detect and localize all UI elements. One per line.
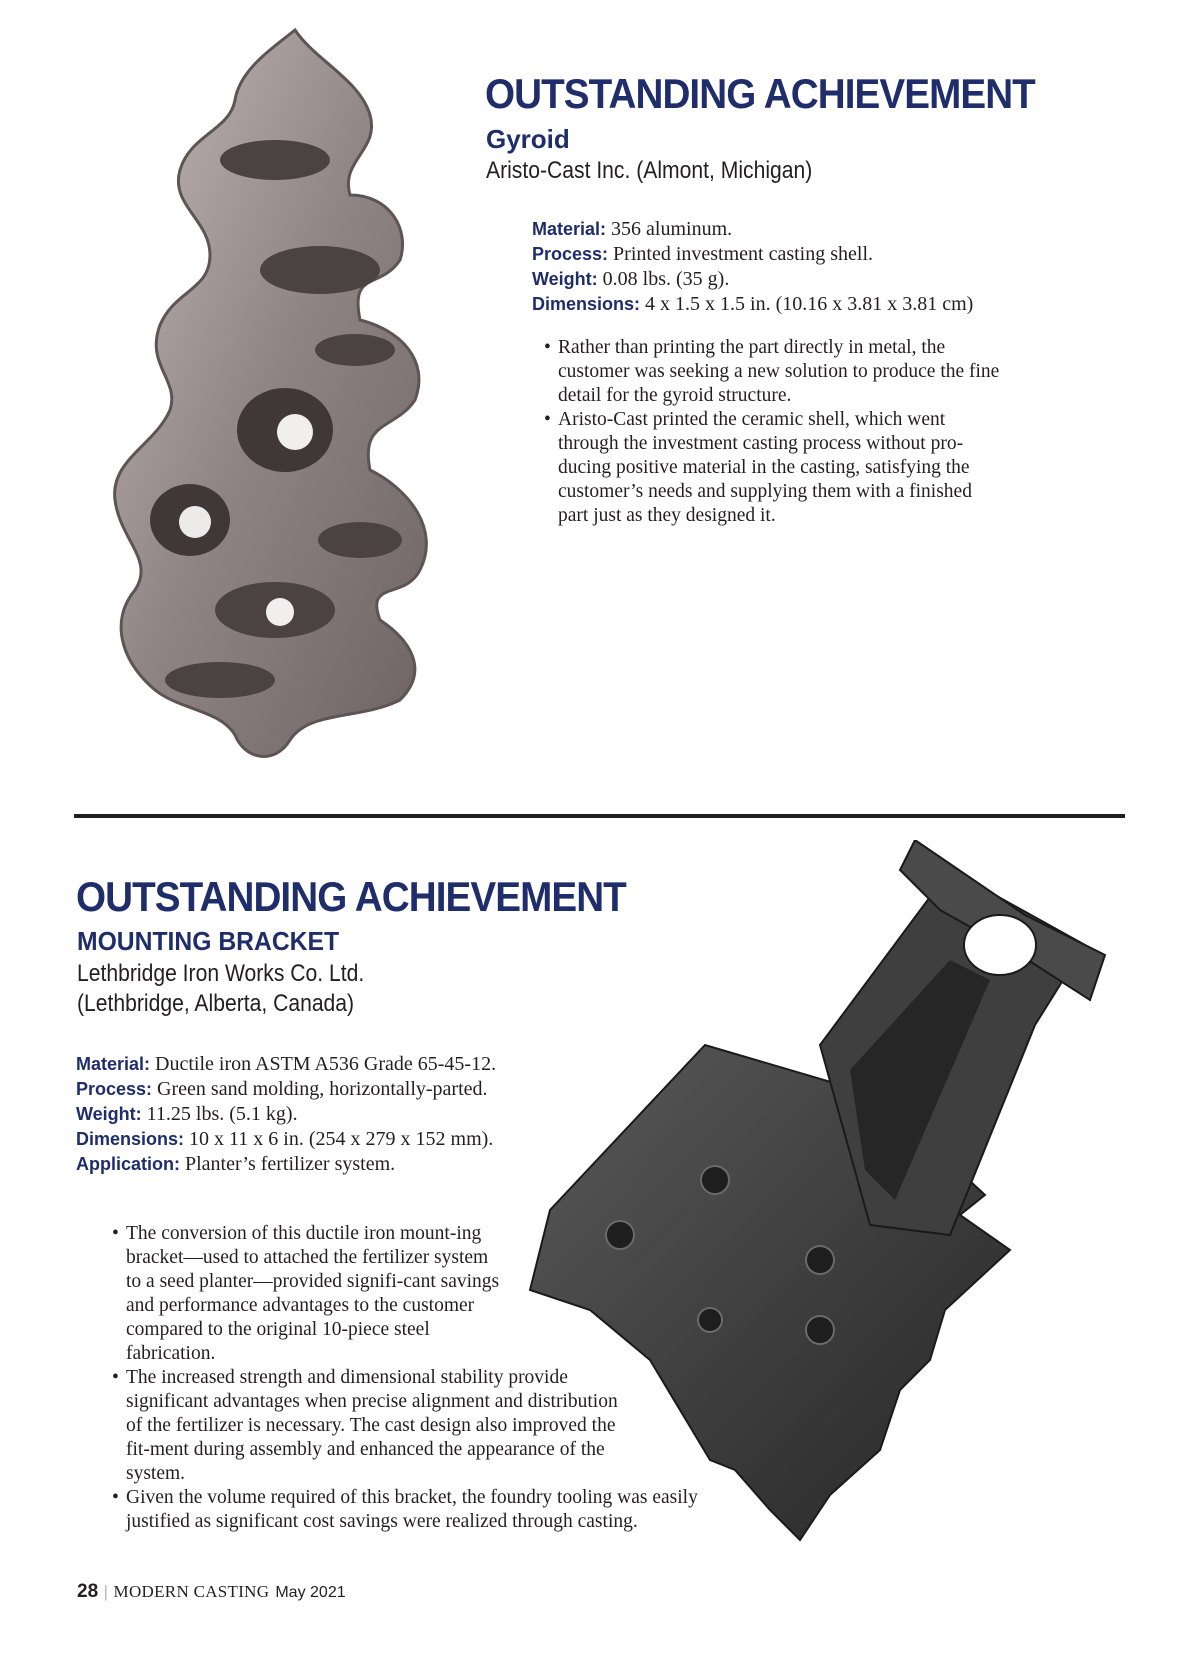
list-item: • Aristo-Cast printed the ceramic shell, which went through the investment casting process without pro-ducing positive material in the casting, satisfying the customer’s needs and supplying them with a finished part just as they designed it. (544, 408, 1006, 528)
section1-heading: OUTSTANDING ACHIEVEMENT (485, 70, 1035, 117)
list-item: • Given the volume required of this bracket, the foundry tooling was easily justified as significant cost savings were realized through casting. (112, 1486, 706, 1534)
section-divider (74, 814, 1125, 818)
section1-specs (532, 217, 1092, 317)
spec-weight: Weight: 11.25 lbs. (5.1 kg). (76, 1103, 298, 1125)
section2-bullets (112, 1222, 712, 1534)
section2-company-line1: Lethbridge Iron Works Co. Ltd. (77, 960, 365, 987)
magazine-name: MODERN CASTING (113, 1582, 270, 1601)
section2-subtitle: MOUNTING BRACKET (77, 926, 340, 956)
section1-subtitle: Gyroid (486, 124, 570, 154)
section2-heading: OUTSTANDING ACHIEVEMENT (76, 873, 626, 920)
section2-specs (76, 1052, 596, 1177)
section1-bullets (544, 336, 1006, 528)
page-number: 28 (77, 1581, 99, 1602)
list-item: • The conversion of this ductile iron mount-ing bracket—used to attached the fertilizer system to a seed planter—provided signifi-cant savings and performance advantages to the customer compared to the original 10-piece steel fabrication. (112, 1222, 506, 1366)
section1-company: Aristo-Cast Inc. (Almont, Michigan) (486, 157, 813, 184)
spec-material: Material: Ductile iron ASTM A536 Grade 65-45-12. (76, 1053, 497, 1075)
spec-weight: Weight: 0.08 lbs. (35 g). (532, 268, 730, 290)
spec-application: Application: Planter’s fertilizer system. (76, 1153, 396, 1175)
list-item: • Rather than printing the part directly in metal, the customer was seeking a new solution to produce the fine detail for the gyroid structure. (544, 336, 1006, 408)
spec-process: Process: Printed investment casting shell. (532, 243, 874, 265)
spec-process: Process: Green sand molding, horizontally-parted. (76, 1078, 488, 1100)
list-item: • The increased strength and dimensional stability provide significant advantages when precise alignment and distribution of the fertilizer is necessary. The cast design also improved the fit-ment during assembly and enhanced the appearance of the system. (112, 1366, 631, 1486)
issue-date: May 2021 (275, 1584, 346, 1601)
spec-material: Material: 356 aluminum. (532, 218, 733, 240)
section2-company-line2: (Lethbridge, Alberta, Canada) (77, 990, 355, 1017)
gyroid-photo (60, 20, 480, 790)
spec-dimensions: Dimensions: 4 x 1.5 x 1.5 in. (10.16 x 3.81 x 3.81 cm) (532, 293, 974, 315)
page-footer (77, 1581, 346, 1603)
spec-dimensions: Dimensions: 10 x 11 x 6 in. (254 x 279 x 152 mm). (76, 1128, 494, 1150)
footer-separator: | (104, 1582, 108, 1601)
